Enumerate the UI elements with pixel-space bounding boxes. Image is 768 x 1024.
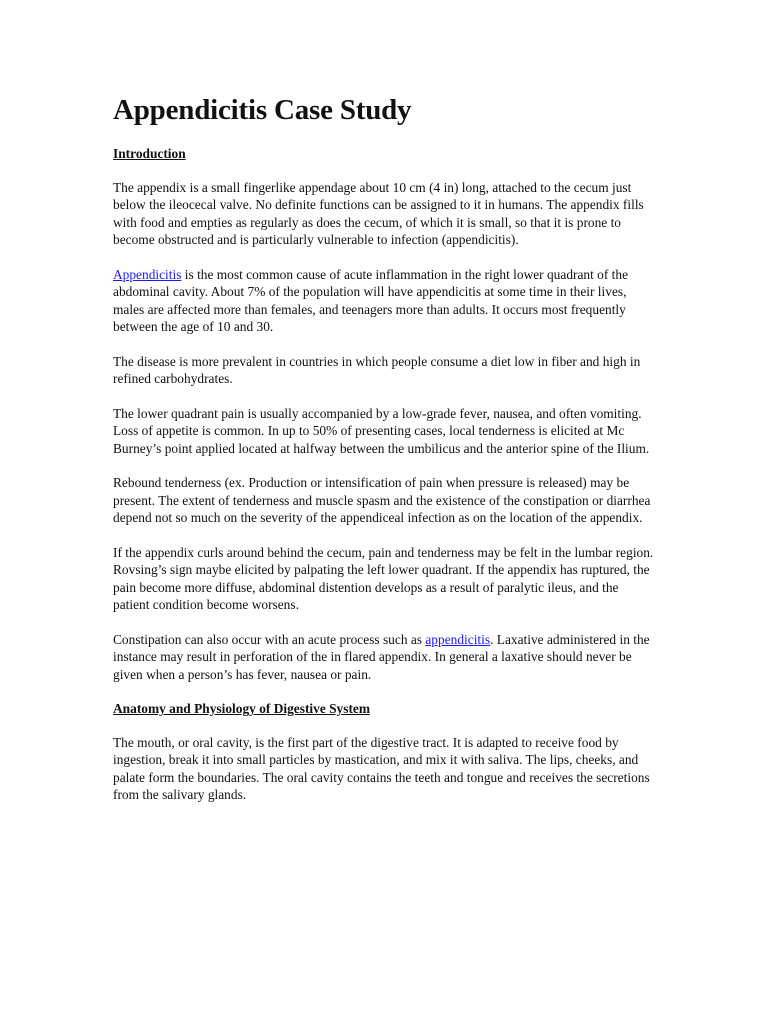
document-title: Appendicitis Case Study	[113, 94, 412, 126]
paragraph-appendicitis-overview	[113, 266, 658, 336]
paragraph-text: Constipation can also occur with an acute process such as	[113, 631, 426, 647]
paragraph-symptoms: The lower quadrant pain is usually accompanied by a low-grade fever, nausea, and often vomiting. Loss of appetite is common. In up to 50% of presenting cases, local tenderness is elicited at Mc Burney’s point applied located at halfway between the umbilicus and the anterior spine of the Ilium.	[113, 405, 650, 456]
anatomy-heading: Anatomy and Physiology of Digestive System	[113, 701, 371, 716]
paragraph-prevalence: The disease is more prevalent in countries in which people consume a diet low in fiber and high in refined carbohydrates.	[113, 353, 641, 386]
paragraph-text: . Laxative administered in the instance may result in perforation of the in flared appendix. In general a laxative should never be given when a person’s has fever, nausea or pain.	[113, 631, 650, 682]
paragraph-constipation	[113, 631, 658, 684]
appendicitis-link-inline[interactable]: appendicitis	[425, 631, 491, 647]
paragraph-text: is the most common cause of acute inflammation in the right lower quadrant of the abdominal cavity. About 7% of the population will have appendicitis at some time in their lives, males are affected more than females, and teenagers more than adults. It occurs most frequently between the age of 10 and 30.	[113, 266, 629, 334]
paragraph-appendix-description: The appendix is a small fingerlike appendage about 10 cm (4 in) long, attached to the cecum just below the ileocecal valve. No definite functions can be assigned to it in humans. The appendix fills with food and empties as regularly as does the cecum, of which it is small, so that it is prone to become obstructed and is particularly vulnerable to infection (appendicitis).	[113, 179, 644, 247]
paragraph-rebound-tenderness: Rebound tenderness (ex. Production or intensification of pain when pressure is released) may be present. The extent of tenderness and muscle spasm and the existence of the constipation or diarrhea depend not so much on the severity of the appendiceal infection as on the location of the appendix.	[113, 475, 651, 525]
document-page	[113, 92, 658, 821]
paragraph-oral-cavity: The mouth, or oral cavity, is the first part of the digestive tract. It is adapted to receive food by ingestion, break it into small particles by mastication, and mix it with saliva. The lips, cheeks, and palate form the boundaries. The oral cavity contains the teeth and tongue and receives the secretions from the salivary glands.	[113, 734, 650, 802]
paragraph-appendix-position: If the appendix curls around behind the cecum, pain and tenderness may be felt in the lumbar region. Rovsing’s sign maybe elicited by palpating the left lower quadrant. If the appendix has ruptured, the pain become more diffuse, abdominal distention develops as a result of paralytic ileus, and the patient condition become worsens.	[113, 544, 654, 612]
appendicitis-link[interactable]: Appendicitis	[113, 266, 182, 282]
introduction-heading: Introduction	[113, 146, 186, 161]
